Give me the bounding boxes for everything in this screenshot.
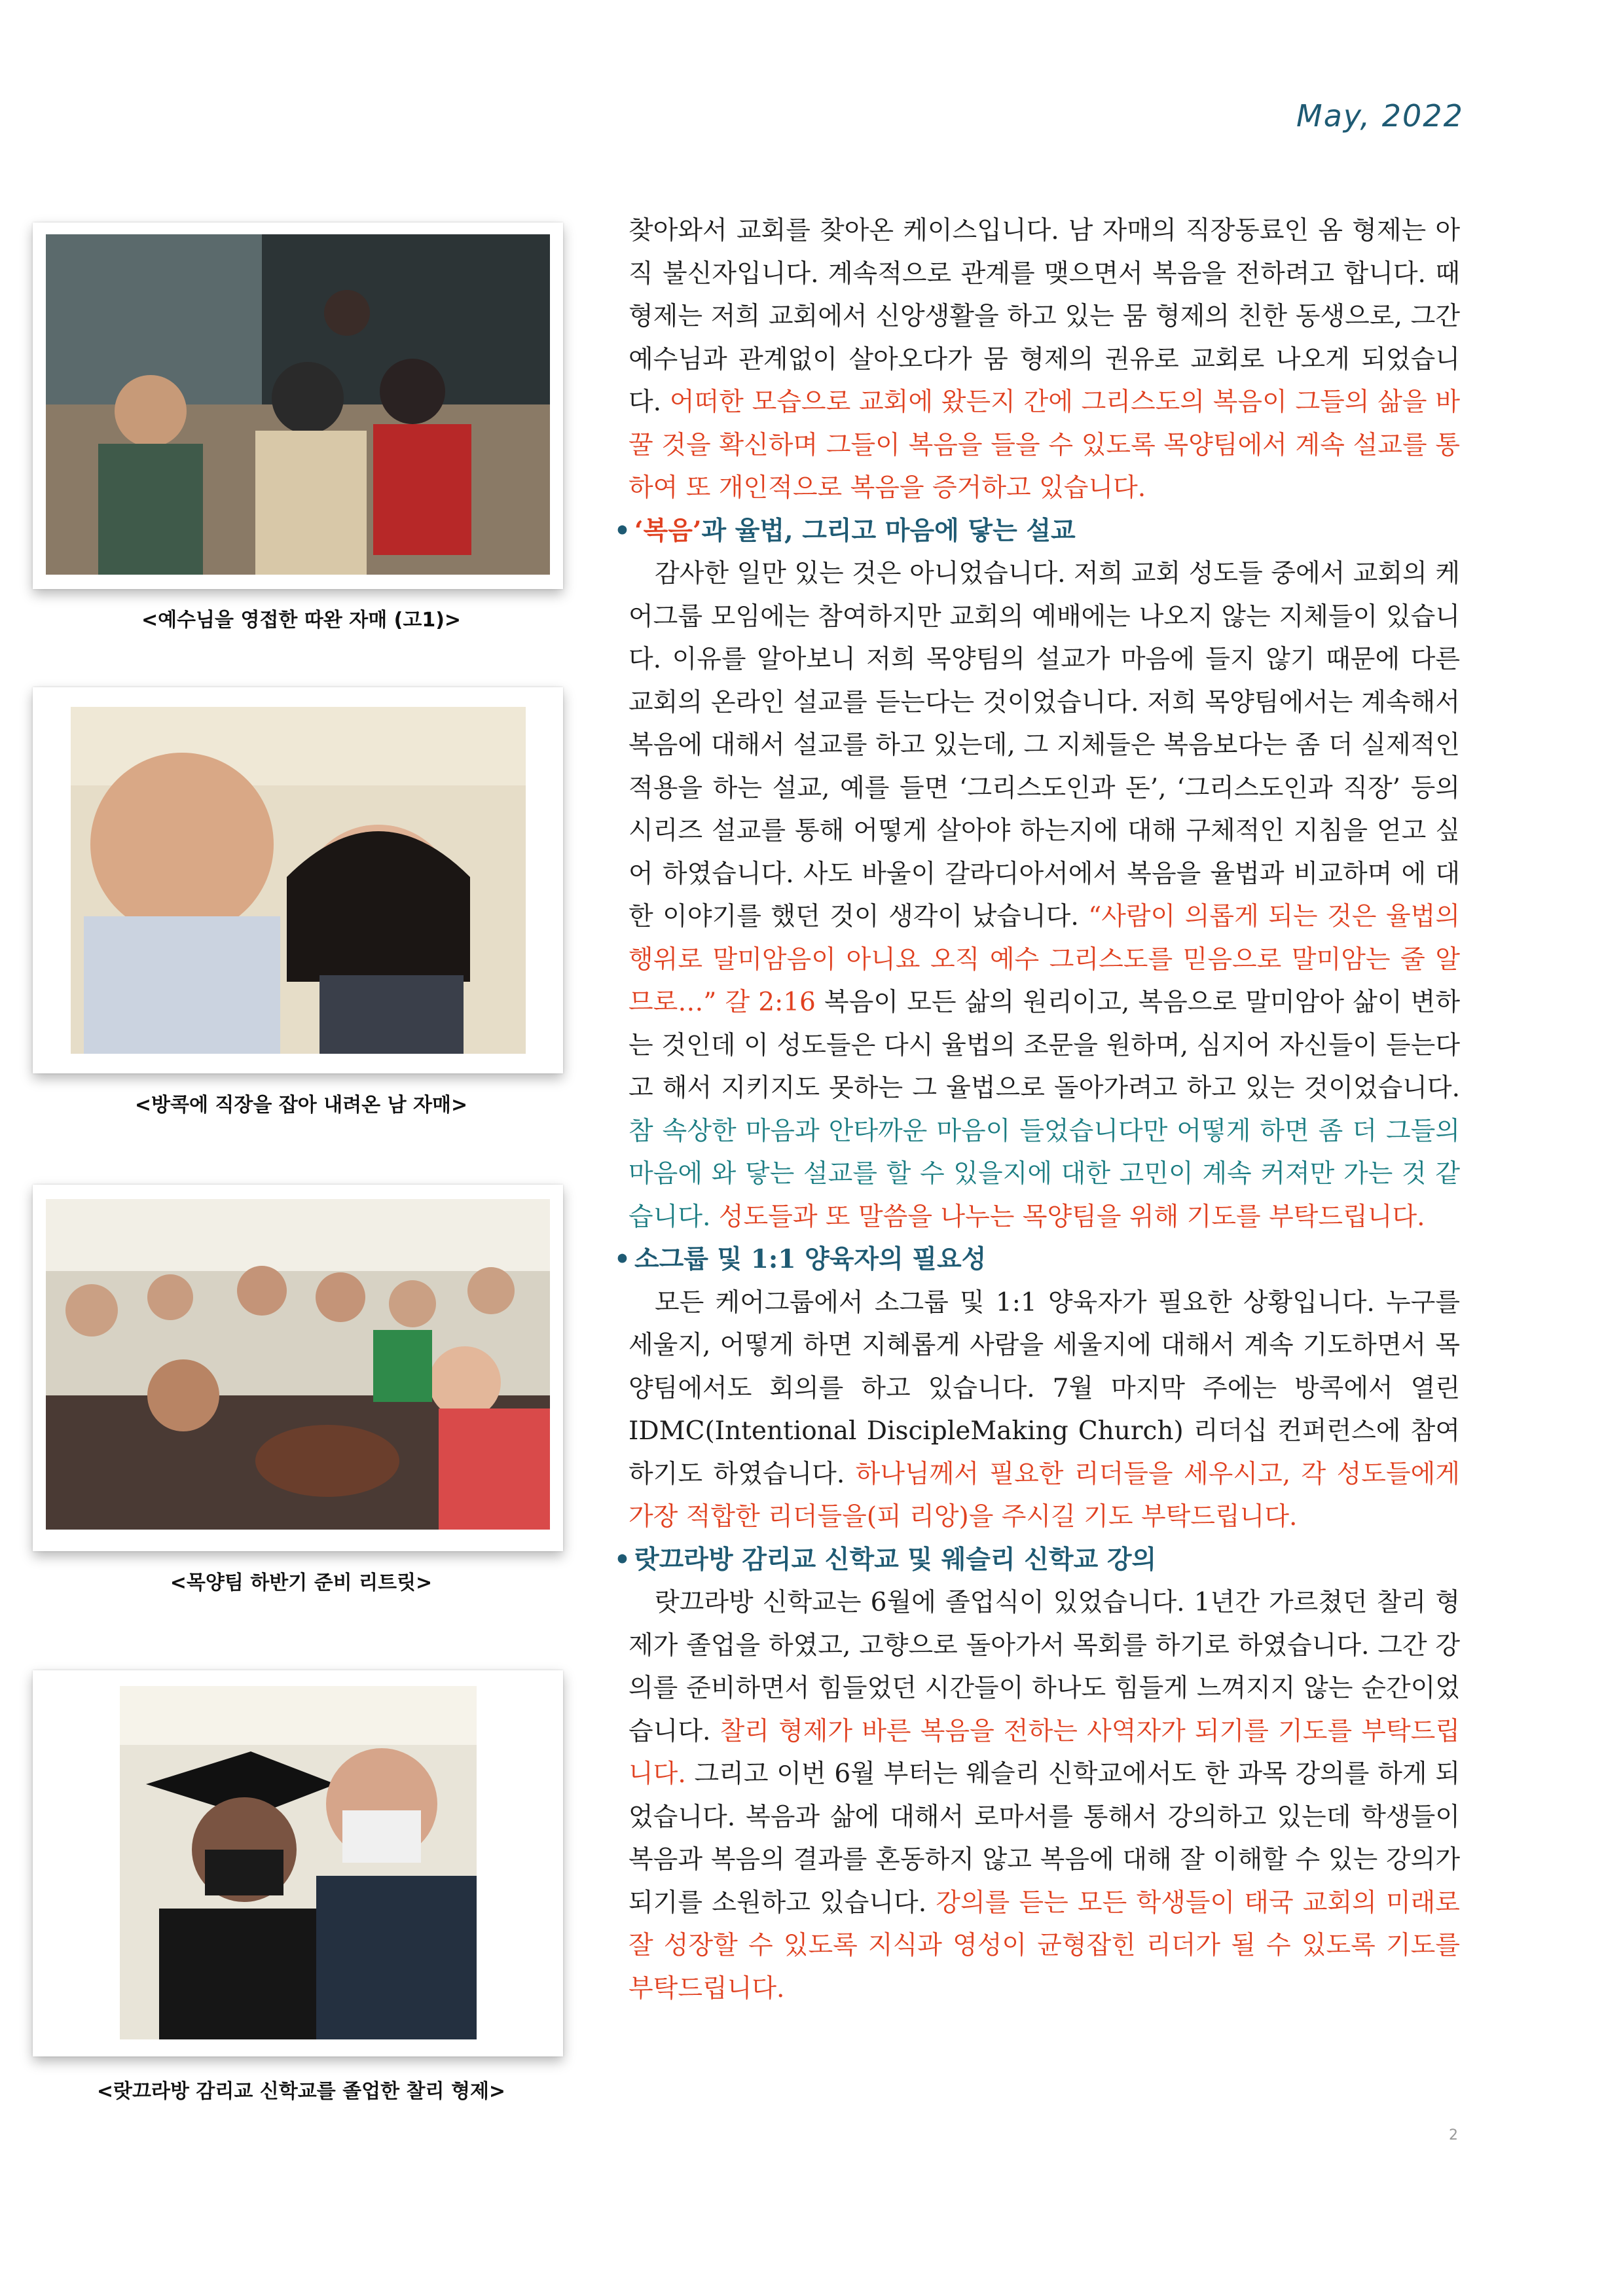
issue-date: May, 2022 xyxy=(1296,98,1464,134)
gospel-text-2: 복음이 모든 삶의 원리이고, 복음으로 말미암아 삶이 변하는 것인데 이 성도들은 다시 율법의 조문을 원하며, 심지어 자신들이 듣는다고 해서 지키지도 못하는 그 율법으로 돌아가려고 하고 있는 것이었습니다. xyxy=(629,988,1460,1103)
article-body xyxy=(614,209,1460,2010)
bullet: • xyxy=(614,1244,630,1274)
photo-caption-2: <방콕에 직장을 잡아 내려온 남 자매> xyxy=(134,1094,468,1117)
heading-gospel-text: 과 율법, 그리고 마음에 닿는 설교 xyxy=(701,515,1076,546)
photo-caption-3: <목양팀 하반기 준비 리트릿> xyxy=(170,1571,433,1594)
photo-frame-4 xyxy=(33,1670,563,2056)
section-heading-gospel xyxy=(614,510,1460,553)
photo-caption-4: <랏끄라방 감리교 신학교를 졸업한 찰리 형제> xyxy=(96,2080,506,2103)
seminary-prayer-request-2: 강의를 듣는 모든 학생들이 태국 교회의 미래로 잘 성장할 수 있도록 지식과 영성이 균형잡힌 리더가 될 수 있도록 기도를 부탁드립니다. xyxy=(629,1888,1460,2003)
seminary-text-2: 그리고 이번 6월 부터는 웨슬리 신학교에서도 한 과목 강의를 하게 되었습니다. 복음과 삶에 대해서 로마서를 통해서 강의하고 있는데 학생들이 복음과 복음의 결과를 혼동하지 않고 복음에 대해 잘 이해할 수 있는 강의가 되기를 소원하고 있습니다. xyxy=(629,1759,1460,1918)
intro-text: 찾아와서 교회를 찾아온 케이스입니다. 남 자매의 직장동료인 옴 형제는 아직 불신자입니다. 계속적으로 관계를 맺으면서 복음을 전하려고 합니다. 때 형제는 저희 교회에서 신앙생활을 하고 있는 뭄 형제의 친한 동생으로, 그간 예수님과 관계없이 살아오다가 뭄 형제의 권유로 교회로 나오게 되었습니다. xyxy=(629,216,1460,417)
photo-nam-sister xyxy=(71,707,526,1054)
photo-caption-1: <예수님을 영접한 따완 자매 (고1)> xyxy=(141,609,462,632)
heading-smallgroup-text: 소그룹 및 1:1 양육자의 필요성 xyxy=(634,1244,987,1274)
intro-paragraph xyxy=(629,209,1460,510)
photo-tawan-sister xyxy=(46,234,550,575)
page-number: 2 xyxy=(1449,2127,1458,2144)
bullet: • xyxy=(614,515,630,546)
section-body-seminary xyxy=(629,1581,1460,2010)
photo-frame-2 xyxy=(33,687,563,1073)
heading-seminary-text: 랏끄라방 감리교 신학교 및 웨슬리 신학교 강의 xyxy=(634,1544,1157,1575)
bullet: • xyxy=(614,1544,630,1575)
section-heading-smallgroup xyxy=(614,1238,1460,1282)
photo-frame-1 xyxy=(33,223,563,589)
gospel-concern: 참 속상한 마음과 안타까운 마음이 들었습니다만 어떻게 하면 좀 더 그들의 마음에 와 닿는 설교를 할 수 있을지에 대한 고민이 계속 커져만 가는 것 같습니다. xyxy=(629,1116,1460,1232)
seminary-text-1: 랏끄라방 신학교는 6월에 졸업식이 있었습니다. 1년간 가르쳤던 찰리 형제가 졸업을 하였고, 고향으로 돌아가서 목회를 하기로 하였습니다. 그간 강의를 준비하면서 힘들었던 시간들이 하나도 힘들게 느껴지지 않는 순간이었습니다. xyxy=(629,1588,1460,1746)
section-body-gospel xyxy=(629,552,1460,1238)
section-body-smallgroup xyxy=(629,1282,1460,1539)
gospel-text-1: 감사한 일만 있는 것은 아니었습니다. 저희 교회 성도들 중에서 교회의 케어그룹 모임에는 참여하지만 교회의 예배에는 나오지 않는 지체들이 있습니다. 이유를 알아보니 저희 목양팀의 설교가 마음에 들지 않기 때문에 다른 교회의 온라인 설교를 듣는다는 것이었습니다. 저희 목양팀에서는 계속해서 복음에 대해서 설교를 하고 있는데, 그 지체들은 복음보다는 좀 더 실제적인 적용을 하는 설교, 예를 들면 ‘그리스도인과 돈’, ‘그리스도인과 직장’ 등의 시리즈 설교를 통해 어떻게 살아야 하는지에 대해 구체적인 지침을 얻고 싶어 하였습니다. 사도 바울이 갈라디아서에서 복음을 율법과 비교하며 에 대한 이야기를 했던 것이 생각이 났습니다. xyxy=(629,559,1460,931)
gospel-prayer-request: 성도들과 또 말씀을 나누는 목양팀을 위해 기도를 부탁드립니다. xyxy=(710,1202,1425,1232)
heading-gospel-keyword: ‘복음’ xyxy=(634,515,702,546)
seminary-prayer-request-1: 찰리 형제가 바른 복음을 전하는 사역자가 되기를 기도를 부탁드립니다. xyxy=(629,1716,1460,1789)
photo-team-retreat xyxy=(46,1199,550,1530)
photo-frame-3 xyxy=(33,1185,563,1551)
photo-graduation-charlie xyxy=(120,1686,477,2039)
gospel-bible-quote: “사람이 의롭게 되는 것은 율법의 행위로 말미암음이 아니요 오직 예수 그리스도를 믿음으로 말미암는 줄 알므로…” 갈 2:16 xyxy=(629,902,1460,1017)
smallgroup-text: 모든 케어그룹에서 소그룹 및 1:1 양육자가 필요한 상황입니다. 누구를 세울지, 어떻게 하면 지혜롭게 사람을 세울지에 대해서 계속 기도하면서 목양팀에서도 회의를 하고 있습니다. 7월 마지막 주에는 방콕에서 열린 IDMC(Intentional DiscipleMaking Church) 리더십 컨퍼런스에 참여하기도 하였습니다. xyxy=(629,1287,1460,1489)
smallgroup-prayer-request: 하나님께서 필요한 리더들을 세우시고, 각 성도들에게 가장 적합한 리더들을(피 리앙)을 주시길 기도 부탁드립니다. xyxy=(629,1459,1460,1532)
intro-prayer-request: 어떠한 모습으로 교회에 왔든지 간에 그리스도의 복음이 그들의 삶을 바꿀 것을 확신하며 그들이 복음을 들을 수 있도록 목양팀에서 계속 설교를 통하여 또 개인적으로 복음을 증거하고 있습니다. xyxy=(629,387,1460,503)
section-heading-seminary xyxy=(614,1539,1460,1582)
